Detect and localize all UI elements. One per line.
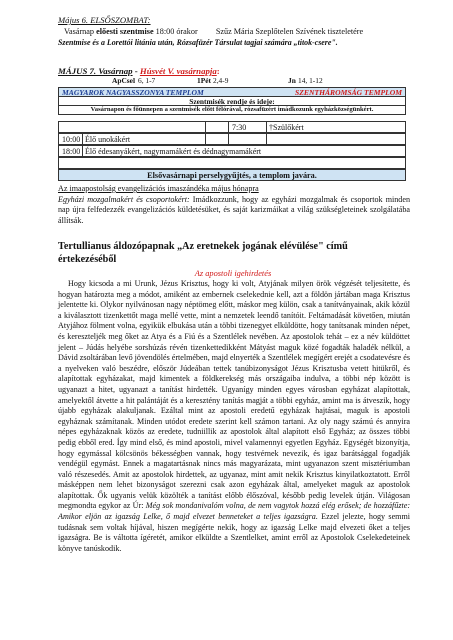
reading-3-book: Jn [288, 76, 296, 85]
mass-row [58, 121, 406, 133]
litany-note: Szentmise és a Lorettói litánia után, Rózsafüzér Társulat tagjai számára „titok-csere". [58, 38, 338, 47]
article-heading: Tertullianus áldozópapnak „Az eretnekek jogának elévülése" című értekezéséből [58, 241, 348, 265]
mass-row [58, 133, 406, 145]
mass-row [58, 157, 406, 169]
mass-dedication: Szűz Mária Szeplőtelen Szívének tiszteletére [215, 27, 364, 36]
prayer-title: Az imaapostolság evangelizációs imaszándéka május hónapra [58, 184, 259, 193]
prayer-text: Egyházi mozgalmakért és csoportokért: Imádkozzunk, hogy az egyházi mozgalmak és csoportok minden nap újra felfedezzék evangelizációs küldetésüket, és saját karizmáikat a világ szükségleteinek szolgálatába állítsák. [58, 194, 410, 225]
mass-time: 7:30 [229, 122, 267, 132]
article-quote: Még sok mondanivalóm volna, de nem vagytok hozzá elég erősek; de hozzáfűzte: Amikor eljön az igazság Lelke, ő majd elvezet benneteket a teljes igazságra. [58, 501, 411, 522]
mass-intention: Élő unokákért [82, 134, 206, 144]
mass-intention: Élő édesanyákért, nagymamákért és dédnagymamákért [85, 147, 262, 156]
prayer-intention [58, 184, 410, 226]
announcement-block [58, 15, 428, 48]
reading-2-book: 1Pét [197, 76, 211, 85]
article-body: Hogy kicsoda a mi Urunk, Jézus Krisztus, hogy ki volt, Atyjának milyen örök végzését teljesítette, és hogyan határozta meg a módot, amiként az embernek cselekednie kell, azt a földön jártában maga Krisztus jelentette ki. Olykor nyilvánosan nagy néptömeg előtt, máskor meg külön, csak a tanítványainak, akik közül a kiválasztott tizenkettőt maga mellé vette, mint a nemzetek leendő tanítóit. Feltámadását követően, miután Atyjához fölment volna, egyikük elbukása után a többi tizenegyet elküldötte, hogy tanítsanak minden népet, és kereszteljék meg őket az Atya és a Fiú és a Szentlélek nevében. Az apostolok tehát – ez a név küldöttet jelent – Júdás helyébe sorshúzás révén tizenkettedikként Mátyást maguk közé fogadták haladék nélkül, a Dávid zsoltárában levő jövendölés értelmében, majd elnyerték a Szentlélek megígért erejét a csodatevésre és a nyelveken való beszédre, először Júdeában tettek tanúbizonyságot Jézus Krisztusba vetett hitükről, és alapítottak egyházakat, majd kimentek a földkerekség más országaiba indulva, a többi nép között is ugyanazt a hitet, ugyanazt a tanítást hirdették. Ugyanígy minden egyes városban egyházat alapítottak, amelyektől átvette a hit palántáját és a keresztény tanítás magját a többi egyház, amint ma is átveszik, hogy újabb egyházak alakuljanak. Ezáltal mint az apostoli eredetű egyházak hajtásai, maguk is apostoli egyháznak számítanak. Minden utódot eredete szerint kell számon tartani. Az oly nagy számú és annyira népes egyházaknak közös az eredete, tudniillik az apostolok által alapított első Egyház; az összes többi pedig ebből ered. Így mind első, és mind apostoli, mivel valamennyi egyetlen Egyház. Egységét bizonyítja, hogy egymással kölcsönös békességben vannak, hogy testvérnek nevezik, és igaz barátsággal fogadják vendégül egymást. Ennek a magatartásnak nincs más magyarázata, mint ugyanazon szent misztériumban való részesedés. Amit az apostolok hirdettek, az ugyanaz, mint amit nekik Krisztus kinyilatkoztatott. Erről másképpen nem lehet bizonyságot szerezni csak azon egyházak által, amelyeket maguk az apostolok alapítottak. Ők ugyanis velük közölték a tanítást előbb élőszóval, később pedig levelek útján. Világosan megmondta egykor az Úr: Még sok mondanivalóm volna, de nem vagytok hozzá elég erősek; de hozzáfűzte: Amikor eljön az igazság Lelke, ő majd elvezet benneteket a teljes igazságra. Ezzel jelezte, hogy semmi tudásnak sem voltak híjával, hiszen megígérte nekik, hogy az igazság Lelke majd elvezeti őket a teljes igazságra. Be is váltotta ígéretét, amikor elküldte a Szentlelket, amint erről az Apostolok Cselekedeteinek könyve tanúskodik. [58, 279, 411, 553]
feast-name: Húsvét V. vasárnapja [139, 66, 217, 76]
reading-1-ref: 6, 1-7 [138, 76, 156, 85]
first-saturday-date: Május 6. ELSŐSZOMBAT: [58, 15, 151, 25]
vigil-mass-line: Vasárnap előesti szentmise 18:00 órakor Szűz Mária Szeplőtelen Szívének tiszteletére [64, 27, 364, 36]
church-right: SZENTHÁROMSÁG TEMPLOM [295, 88, 402, 97]
reading-2-ref: 2,4-9 [213, 76, 229, 85]
reading-3-ref: 14, 1-12 [298, 76, 323, 85]
mass-row [58, 145, 406, 157]
schedule-title: Szentmisék rendje és ideje: [58, 96, 406, 106]
mass-time: 10:00 [59, 134, 83, 144]
church-left: MAGYAROK NAGYASSZONYA TEMPLOM [62, 88, 204, 97]
sunday-title: MÁJUS 7. Vasárnap - Húsvét V. vasárnapja: [58, 66, 220, 76]
mass-intention: †Szülőkért [269, 123, 304, 132]
mass-time: 18:00 [59, 146, 83, 156]
collection-note: Elsővasárnapi perselygyűjtés, a templom javára. [58, 169, 406, 181]
reading-1-book: ApCsel [112, 76, 135, 85]
readings-row [58, 76, 406, 86]
rosary-note: Vasárnapon és főünnepen a szentmisék előtt félórával, rózsafüzért imádkozunk egyházközségünkért. [58, 105, 406, 115]
article-subheading: Az apostoli igehirdetés [194, 269, 272, 278]
